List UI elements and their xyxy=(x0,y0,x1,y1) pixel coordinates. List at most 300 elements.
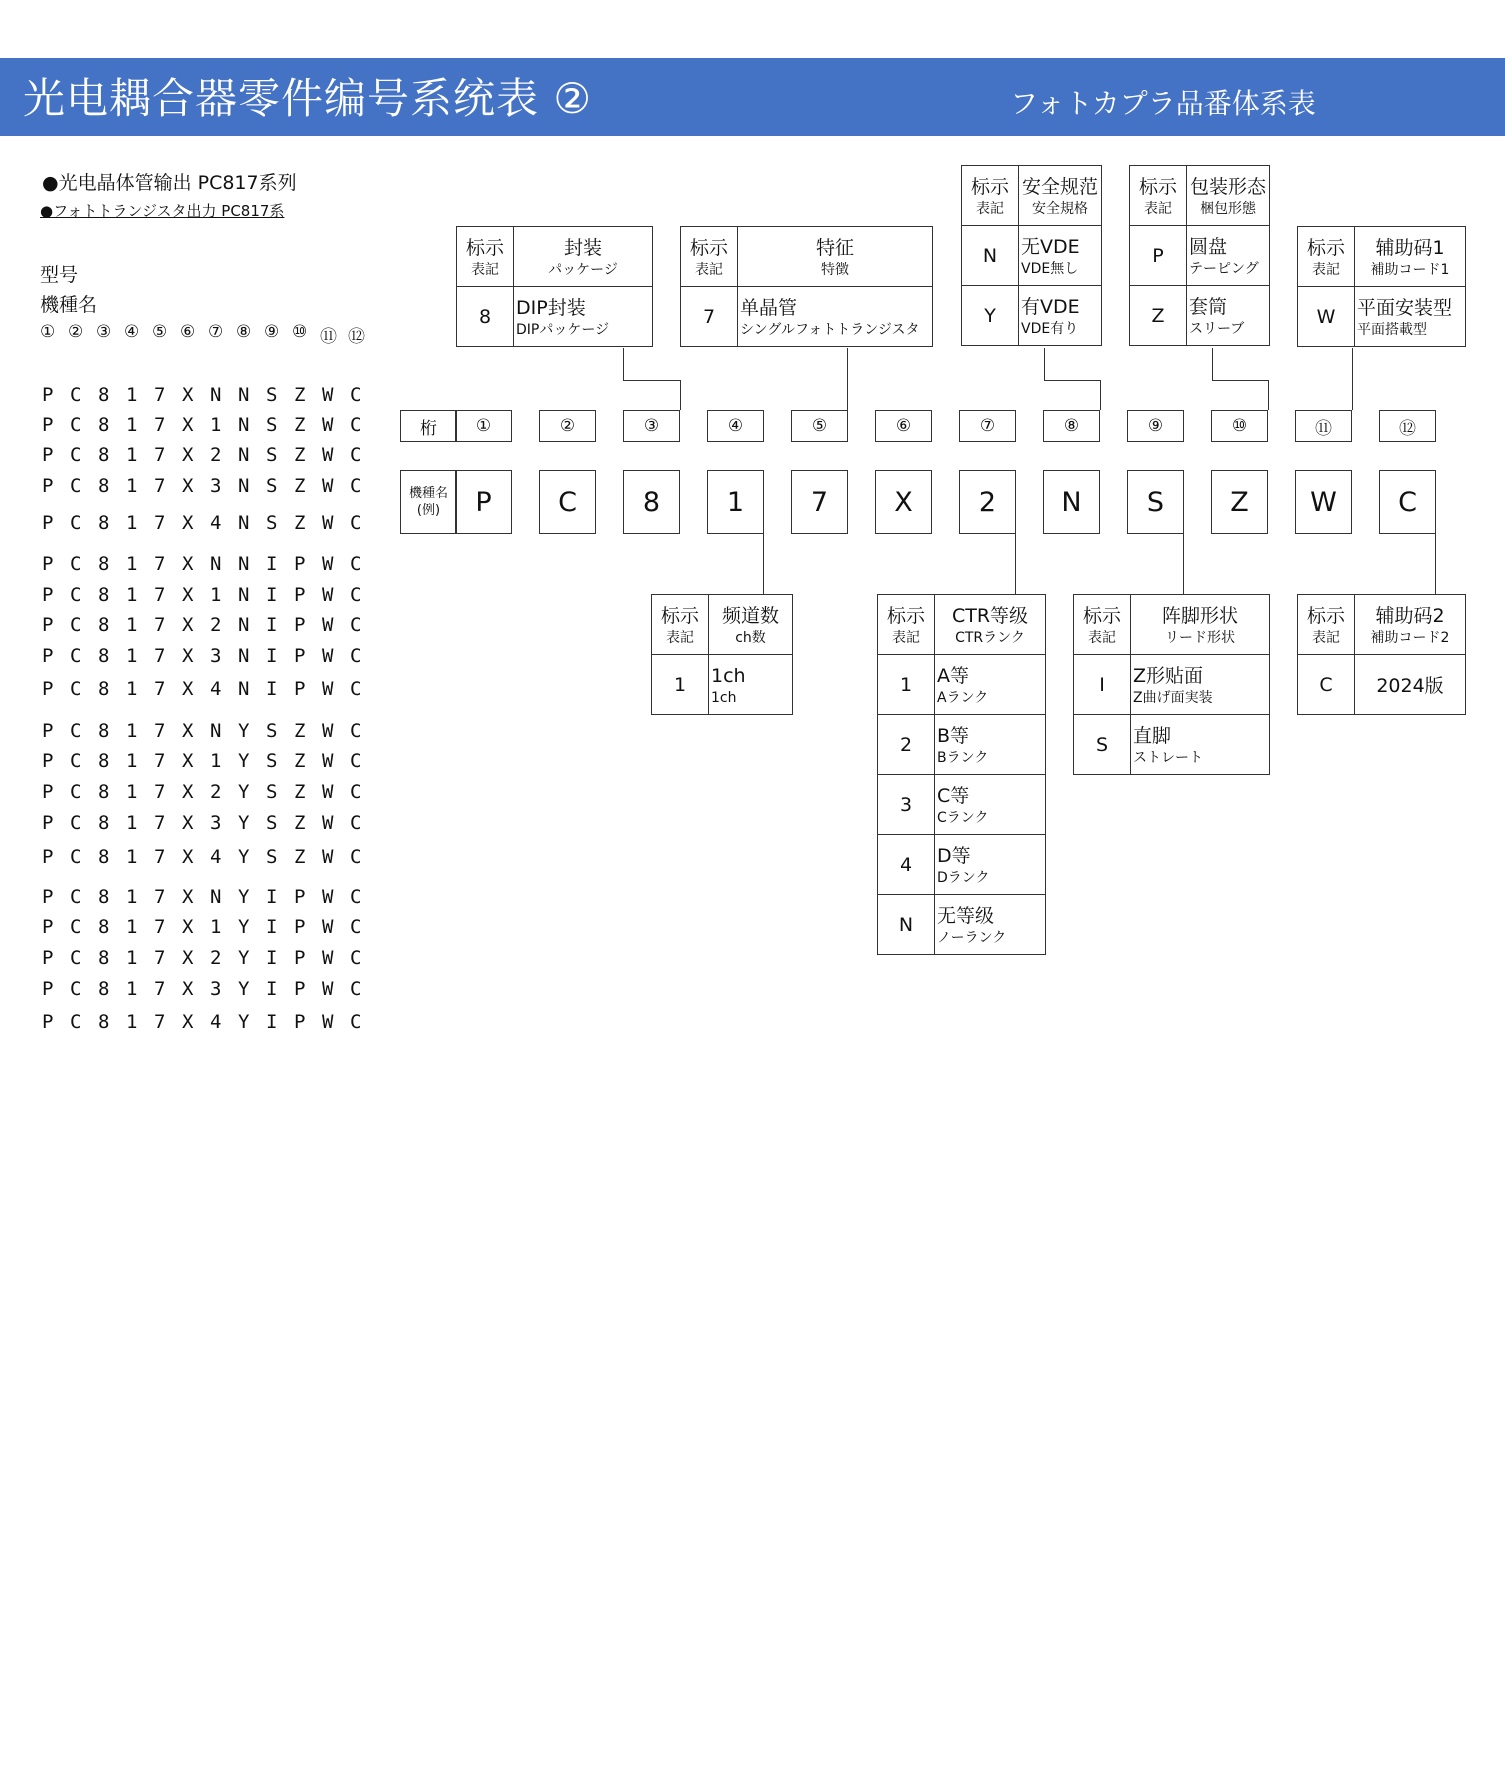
digit-position-cell: ⑥ xyxy=(875,410,932,442)
header-banner xyxy=(0,58,1505,136)
table-code-cell: Z xyxy=(1130,286,1187,346)
table-safety xyxy=(961,165,1102,346)
part-number-char: 8 xyxy=(98,947,110,969)
example-label-line1: 機種名 xyxy=(408,486,448,501)
code-header-jp: 表記 xyxy=(471,261,499,278)
connector-line xyxy=(1268,380,1269,410)
position-marker: ⑧ xyxy=(236,322,252,342)
part-number-char: N xyxy=(238,678,250,700)
table-desc-header xyxy=(935,595,1046,655)
part-number-char: X xyxy=(182,384,194,406)
desc-header-cn: 阵脚形状 xyxy=(1161,604,1238,627)
part-number-char: W xyxy=(322,720,334,742)
desc-header-jp: CTRランク xyxy=(955,629,1025,646)
connector-line xyxy=(763,534,764,594)
part-number-char: W xyxy=(322,553,334,575)
part-number-char: C xyxy=(350,812,362,834)
code-header-cn: 标示 xyxy=(689,236,728,259)
connector-line xyxy=(1044,348,1045,380)
desc-jp: Cランク xyxy=(937,809,989,826)
part-number-char: N xyxy=(238,384,250,406)
desc-cn: DIP封装 xyxy=(516,296,586,319)
part-number-char: S xyxy=(266,384,278,406)
desc-cn: 单晶管 xyxy=(740,296,798,319)
part-number-char: W xyxy=(322,614,334,636)
connector-line xyxy=(1100,380,1101,410)
table-row xyxy=(878,895,1046,955)
table-row xyxy=(878,655,1046,715)
part-number-char: Y xyxy=(238,916,250,938)
part-number-char: 8 xyxy=(98,846,110,868)
table-desc-header xyxy=(514,227,653,287)
part-number-char: 8 xyxy=(98,444,110,466)
desc-jp: DIPパッケージ xyxy=(516,321,610,338)
table-code-cell: I xyxy=(1074,655,1131,715)
part-number-char: C xyxy=(70,1011,82,1033)
code-header-jp: 表記 xyxy=(666,629,694,646)
part-number-char: C xyxy=(70,614,82,636)
part-number-char: P xyxy=(42,1011,54,1033)
part-number-char: S xyxy=(266,414,278,436)
part-number-char: Y xyxy=(238,947,250,969)
digit-position-cell: ① xyxy=(455,410,512,442)
part-number-char: 1 xyxy=(210,916,222,938)
example-char-cell: Z xyxy=(1211,470,1268,534)
table-code-header xyxy=(1298,227,1355,287)
table-package xyxy=(456,226,653,347)
part-number-char: P xyxy=(294,947,306,969)
part-number-char: C xyxy=(350,475,362,497)
table-packing xyxy=(1129,165,1270,346)
table-row xyxy=(878,835,1046,895)
desc-cn: 直脚 xyxy=(1133,724,1172,747)
part-number-char: C xyxy=(350,444,362,466)
model-label-cn: 型号 xyxy=(40,264,79,286)
desc-header-jp: 安全規格 xyxy=(1032,200,1088,217)
part-number-char: 8 xyxy=(98,645,110,667)
part-number-char: Z xyxy=(294,475,306,497)
part-number-char: 1 xyxy=(126,645,138,667)
part-number-row xyxy=(42,916,378,938)
desc-header-cn: 安全规范 xyxy=(1021,175,1098,198)
part-number-char: C xyxy=(70,444,82,466)
part-number-char: 7 xyxy=(154,846,166,868)
connector-line xyxy=(623,380,680,381)
digit-position-cell: ② xyxy=(539,410,596,442)
position-marker: ⑨ xyxy=(264,322,280,342)
table-code-cell: 1 xyxy=(652,655,709,715)
part-number-char: 7 xyxy=(154,444,166,466)
table-desc-cell xyxy=(935,715,1046,775)
table-desc-header xyxy=(1019,166,1102,226)
part-number-char: P xyxy=(42,978,54,1000)
desc-cn: C等 xyxy=(937,784,970,807)
code-header-jp: 表記 xyxy=(1312,261,1340,278)
part-number-char: P xyxy=(42,512,54,534)
code-header-jp: 表記 xyxy=(1088,629,1116,646)
part-number-char: N xyxy=(238,512,250,534)
example-char-cell: S xyxy=(1127,470,1184,534)
desc-header-jp: リード形状 xyxy=(1165,629,1235,646)
part-number-char: C xyxy=(70,781,82,803)
example-char-cell: C xyxy=(1379,470,1436,534)
part-number-row xyxy=(42,414,378,436)
part-number-char: W xyxy=(322,414,334,436)
part-number-char: C xyxy=(350,781,362,803)
position-list xyxy=(40,322,376,347)
example-char-cell: X xyxy=(875,470,932,534)
part-number-char: X xyxy=(182,444,194,466)
part-number-char: P xyxy=(294,678,306,700)
table-feature xyxy=(680,226,933,347)
part-number-char: 7 xyxy=(154,678,166,700)
part-number-char: 1 xyxy=(126,512,138,534)
digit-position-cell: ③ xyxy=(623,410,680,442)
table-row xyxy=(681,287,933,347)
part-number-char: P xyxy=(42,812,54,834)
part-number-char: 8 xyxy=(98,750,110,772)
part-number-char: Y xyxy=(238,886,250,908)
part-number-char: Z xyxy=(294,720,306,742)
part-number-char: Z xyxy=(294,512,306,534)
position-marker: ⑩ xyxy=(292,322,308,342)
part-number-char: 8 xyxy=(98,678,110,700)
part-number-char: X xyxy=(182,978,194,1000)
part-number-char: C xyxy=(350,978,362,1000)
part-number-char: N xyxy=(238,475,250,497)
part-number-char: Z xyxy=(294,781,306,803)
part-number-char: 7 xyxy=(154,947,166,969)
part-number-char: P xyxy=(42,414,54,436)
example-label-line2: (例) xyxy=(416,503,441,518)
part-number-char: W xyxy=(322,645,334,667)
digit-position-cell: ⑤ xyxy=(791,410,848,442)
part-number-char: N xyxy=(238,553,250,575)
table-desc-cell xyxy=(1019,226,1102,286)
table-desc-cell xyxy=(1355,287,1466,347)
part-number-char: Z xyxy=(294,414,306,436)
part-number-char: W xyxy=(322,584,334,606)
table-aux2 xyxy=(1297,594,1466,715)
desc-header-jp: 梱包形態 xyxy=(1200,200,1256,217)
desc-cn: 圆盘 xyxy=(1189,235,1228,258)
part-number-char: I xyxy=(266,584,278,606)
part-number-char: P xyxy=(42,444,54,466)
part-number-row xyxy=(42,720,378,742)
table-desc-cell xyxy=(738,287,933,347)
table-desc-cell xyxy=(1131,655,1270,715)
part-number-char: Z xyxy=(294,812,306,834)
part-number-char: 4 xyxy=(210,1011,222,1033)
table-row xyxy=(457,287,653,347)
part-number-char: P xyxy=(294,978,306,1000)
part-number-char: C xyxy=(70,512,82,534)
part-number-char: W xyxy=(322,678,334,700)
part-number-char: X xyxy=(182,1011,194,1033)
part-number-row xyxy=(42,750,378,772)
desc-cn: D等 xyxy=(937,844,971,867)
table-aux1 xyxy=(1297,226,1466,347)
part-number-char: C xyxy=(70,678,82,700)
part-number-char: P xyxy=(42,584,54,606)
table-code-cell: S xyxy=(1074,715,1131,775)
part-number-row xyxy=(42,584,378,606)
example-char-cell: 2 xyxy=(959,470,1016,534)
part-number-char: P xyxy=(42,614,54,636)
part-number-char: P xyxy=(42,678,54,700)
part-number-char: N xyxy=(238,414,250,436)
table-code-cell: C xyxy=(1298,655,1355,715)
part-number-char: C xyxy=(350,750,362,772)
part-number-char: P xyxy=(42,846,54,868)
part-number-char: P xyxy=(42,720,54,742)
part-number-char: C xyxy=(350,720,362,742)
connector-line xyxy=(1212,380,1268,381)
desc-header-cn: 频道数 xyxy=(721,604,779,627)
example-row-label xyxy=(400,470,457,534)
part-number-char: I xyxy=(266,678,278,700)
part-number-char: C xyxy=(70,978,82,1000)
example-char-cell: 1 xyxy=(707,470,764,534)
part-number-char: S xyxy=(266,750,278,772)
part-number-char: C xyxy=(350,678,362,700)
connector-line xyxy=(847,348,848,410)
part-number-char: N xyxy=(238,614,250,636)
part-number-char: 7 xyxy=(154,1011,166,1033)
part-number-char: C xyxy=(350,414,362,436)
table-row xyxy=(1130,286,1270,346)
table-code-cell: W xyxy=(1298,287,1355,347)
part-number-char: C xyxy=(350,1011,362,1033)
table-code-cell: 1 xyxy=(878,655,935,715)
part-number-char: Z xyxy=(294,384,306,406)
table-code-cell: 3 xyxy=(878,775,935,835)
table-code-cell: 2 xyxy=(878,715,935,775)
example-char-cell: 7 xyxy=(791,470,848,534)
digit-position-cell: ⑦ xyxy=(959,410,1016,442)
part-number-char: X xyxy=(182,678,194,700)
connector-line xyxy=(1015,534,1016,594)
part-number-char: P xyxy=(42,475,54,497)
part-number-char: P xyxy=(42,384,54,406)
part-number-char: 8 xyxy=(98,414,110,436)
part-number-row xyxy=(42,384,378,406)
table-code-cell: Y xyxy=(962,286,1019,346)
part-number-char: C xyxy=(70,886,82,908)
part-number-char: P xyxy=(42,553,54,575)
part-number-char: P xyxy=(294,916,306,938)
code-header-jp: 表記 xyxy=(1144,200,1172,217)
code-header-cn: 标示 xyxy=(1138,175,1177,198)
part-number-row xyxy=(42,553,378,575)
part-number-char: P xyxy=(294,645,306,667)
part-number-char: C xyxy=(70,475,82,497)
part-number-char: I xyxy=(266,886,278,908)
part-number-char: P xyxy=(294,886,306,908)
part-number-char: 4 xyxy=(210,846,222,868)
part-number-char: W xyxy=(322,978,334,1000)
part-number-char: 7 xyxy=(154,414,166,436)
part-number-row xyxy=(42,645,378,667)
part-number-char: C xyxy=(70,916,82,938)
part-number-char: X xyxy=(182,781,194,803)
table-row xyxy=(962,286,1102,346)
part-number-char: 8 xyxy=(98,720,110,742)
part-number-char: 7 xyxy=(154,614,166,636)
table-code-header xyxy=(652,595,709,655)
desc-header-cn: 辅助码1 xyxy=(1375,236,1445,259)
digit-position-cell: ⑫ xyxy=(1379,410,1436,442)
code-header-jp: 表記 xyxy=(695,261,723,278)
part-number-char: Z xyxy=(294,444,306,466)
part-number-char: 8 xyxy=(98,886,110,908)
part-number-char: 8 xyxy=(98,512,110,534)
part-number-char: C xyxy=(70,553,82,575)
connector-line xyxy=(680,380,681,410)
part-number-char: W xyxy=(322,384,334,406)
part-number-char: 8 xyxy=(98,384,110,406)
part-number-char: C xyxy=(350,584,362,606)
table-row xyxy=(1298,655,1466,715)
code-header-jp: 表記 xyxy=(976,200,1004,217)
part-number-row xyxy=(42,978,378,1000)
part-number-char: C xyxy=(70,645,82,667)
desc-cn: 套筒 xyxy=(1189,295,1228,318)
connector-line xyxy=(1212,348,1213,380)
table-code-cell: 8 xyxy=(457,287,514,347)
part-number-char: N xyxy=(238,444,250,466)
part-number-char: 4 xyxy=(210,678,222,700)
code-header-cn: 标示 xyxy=(886,604,925,627)
series-title-cn: ●光电晶体管输出 PC817系列 xyxy=(42,172,297,194)
part-number-char: Y xyxy=(238,978,250,1000)
table-code-cell: 7 xyxy=(681,287,738,347)
position-marker: ② xyxy=(68,322,84,342)
desc-jp: ストレート xyxy=(1133,749,1203,766)
part-number-char: 1 xyxy=(210,750,222,772)
part-number-char: Z xyxy=(294,750,306,772)
part-number-char: 1 xyxy=(126,750,138,772)
part-number-char: X xyxy=(182,584,194,606)
part-number-char: W xyxy=(322,812,334,834)
table-code-header xyxy=(1298,595,1355,655)
desc-cn: 平面安装型 xyxy=(1357,296,1453,319)
part-number-char: X xyxy=(182,812,194,834)
desc-header-cn: 包装形态 xyxy=(1189,175,1266,198)
table-code-header xyxy=(878,595,935,655)
table-row xyxy=(652,655,793,715)
code-header-cn: 标示 xyxy=(1306,604,1345,627)
part-number-char: S xyxy=(266,720,278,742)
code-header-cn: 标示 xyxy=(1082,604,1121,627)
table-code-cell: 4 xyxy=(878,835,935,895)
part-number-char: X xyxy=(182,553,194,575)
part-number-char: C xyxy=(70,584,82,606)
part-number-char: 1 xyxy=(126,781,138,803)
part-number-char: 1 xyxy=(126,978,138,1000)
digit-position-cell: ⑧ xyxy=(1043,410,1100,442)
part-number-char: P xyxy=(42,947,54,969)
table-row xyxy=(962,226,1102,286)
position-marker: ⑫ xyxy=(348,327,365,347)
part-number-char: W xyxy=(322,781,334,803)
part-number-char: X xyxy=(182,414,194,436)
part-number-char: X xyxy=(182,645,194,667)
desc-cn: B等 xyxy=(937,724,970,747)
part-number-char: N xyxy=(210,384,222,406)
part-number-char: N xyxy=(210,886,222,908)
series-title-jp: ●フォトトランジスタ出力 PC817系 xyxy=(40,202,285,220)
part-number-char: 1 xyxy=(126,886,138,908)
digit-position-cell: ⑩ xyxy=(1211,410,1268,442)
part-number-row xyxy=(42,512,378,534)
desc-header-cn: 特征 xyxy=(815,236,854,259)
part-number-char: 7 xyxy=(154,584,166,606)
part-number-char: 1 xyxy=(126,553,138,575)
part-number-char: S xyxy=(266,444,278,466)
part-number-char: P xyxy=(294,553,306,575)
table-desc-cell xyxy=(1187,226,1270,286)
table-code-header xyxy=(681,227,738,287)
digit-row-label: 桁 xyxy=(400,410,457,442)
part-number-row xyxy=(42,886,378,908)
part-number-char: I xyxy=(266,947,278,969)
part-number-char: P xyxy=(42,781,54,803)
table-row xyxy=(878,715,1046,775)
connector-line xyxy=(1183,534,1184,594)
part-number-char: X xyxy=(182,475,194,497)
part-number-char: 7 xyxy=(154,645,166,667)
desc-jp: Bランク xyxy=(937,749,989,766)
part-number-char: C xyxy=(350,846,362,868)
part-number-char: W xyxy=(322,512,334,534)
desc-jp: シングルフォトトランジスタ xyxy=(740,321,920,338)
part-number-char: P xyxy=(42,645,54,667)
part-number-char: 8 xyxy=(98,1011,110,1033)
part-number-char: C xyxy=(350,553,362,575)
desc-header-jp: ch数 xyxy=(735,629,766,646)
table-row xyxy=(1074,715,1270,775)
part-number-char: C xyxy=(70,750,82,772)
part-number-char: 8 xyxy=(98,584,110,606)
desc-jp: 平面搭載型 xyxy=(1357,321,1427,338)
connector-line xyxy=(1044,380,1100,381)
connector-line xyxy=(623,348,624,380)
part-number-char: C xyxy=(70,414,82,436)
part-number-char: N xyxy=(210,553,222,575)
position-marker: ④ xyxy=(124,322,140,342)
part-number-char: 2 xyxy=(210,947,222,969)
desc-cn: Z形贴面 xyxy=(1133,664,1204,687)
part-number-char: 1 xyxy=(126,720,138,742)
part-number-char: X xyxy=(182,886,194,908)
desc-cn: 有VDE xyxy=(1021,295,1080,318)
part-number-char: W xyxy=(322,947,334,969)
part-number-char: 1 xyxy=(210,584,222,606)
desc-header-cn: 封装 xyxy=(563,236,602,259)
table-desc-header xyxy=(738,227,933,287)
part-number-char: S xyxy=(266,846,278,868)
table-lead xyxy=(1073,594,1270,775)
desc-jp: 1ch xyxy=(711,689,737,706)
part-number-char: W xyxy=(322,475,334,497)
part-number-char: 7 xyxy=(154,978,166,1000)
table-desc-cell xyxy=(1355,655,1466,715)
page-subtitle: フォトカプラ品番体系表 xyxy=(1010,87,1316,120)
part-number-char: I xyxy=(266,978,278,1000)
desc-jp: VDE有り xyxy=(1021,320,1079,337)
part-number-char: 8 xyxy=(98,781,110,803)
